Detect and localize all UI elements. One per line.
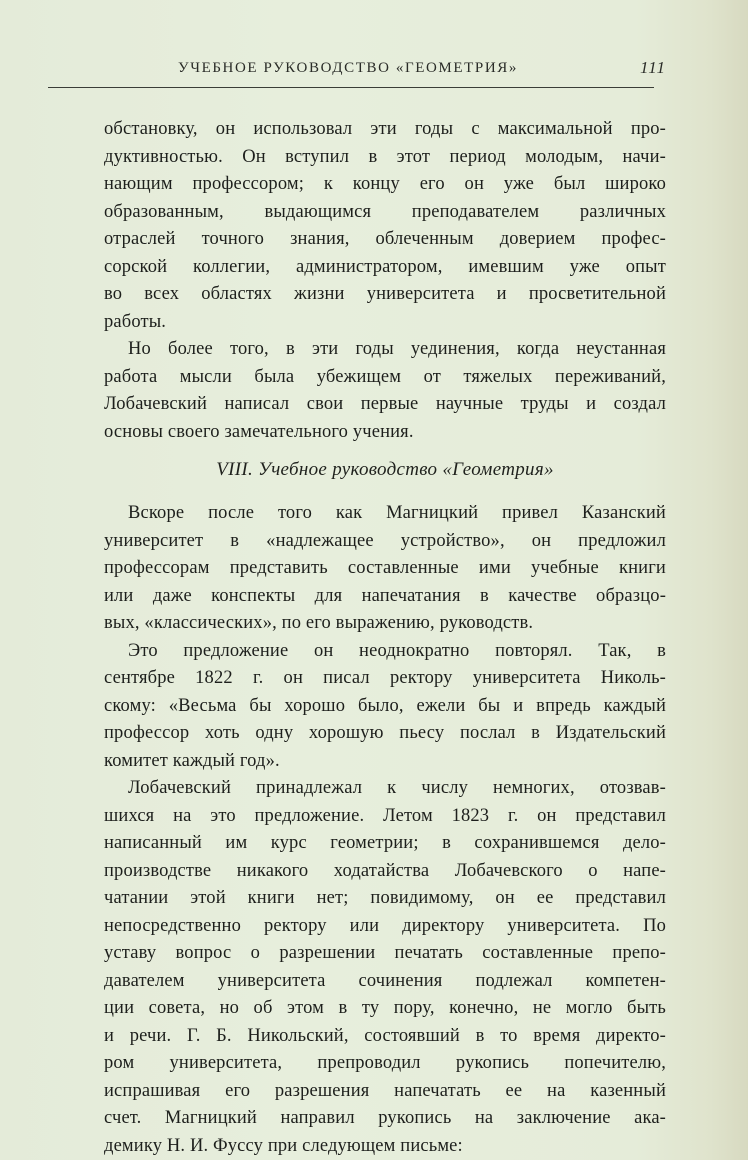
text-line: Лобачевский написал свои первые научные труды и создал [104,391,666,419]
text-line: основы своего замечательного учения. [104,419,666,447]
text-line: уставу вопрос о разрешении печатать составленные препо- [104,940,666,968]
paragraph-4 [104,638,666,776]
text-line: образованным, выдающимся преподавателем различных [104,199,666,227]
text-line: во всех областях жизни университета и просветительной [104,281,666,309]
text-line: дуктивностью. Он вступил в этот период молодым, начи- [104,144,666,172]
text-line: испрашивая его разрешения напечатать ее на казенный [104,1078,666,1106]
page-number: 111 [640,56,666,80]
text-line: отраслей точного знания, облеченным доверием профес- [104,226,666,254]
text-line: работа мысли была убежищем от тяжелых переживаний, [104,364,666,392]
text-line: сорской коллегии, администратором, имевшим уже опыт [104,254,666,282]
text-line: шихся на это предложение. Летом 1823 г. он представил [104,803,666,831]
paragraph-3 [104,500,666,638]
text-line: работы. [104,309,666,337]
text-line: профессор хоть одну хорошую пьесу послал в Издательский [104,720,666,748]
running-title: УЧЕБНОЕ РУКОВОДСТВО «ГЕОМЕТРИЯ» [178,56,518,80]
text-line: и речи. Г. Б. Никольский, состоявший в то время директо- [104,1023,666,1051]
text-line: счет. Магницкий направил рукопись на заключение ака- [104,1105,666,1133]
running-head [104,56,666,80]
text-line: производстве никакого ходатайства Лобачевского о напе- [104,858,666,886]
text-line: Это предложение он неоднократно повторял. Так, в [104,638,666,666]
paragraph-5 [104,775,666,1160]
text-line: скому: «Весьма бы хорошо было, ежели бы и впредь каждый [104,693,666,721]
text-line: написанный им курс геометрии; в сохранившемся дело- [104,830,666,858]
text-line: университет в «надлежащее устройство», он предложил [104,528,666,556]
text-line: ции совета, но об этом в ту пору, конечно, не могло быть [104,995,666,1023]
text-line: Лобачевский принадлежал к числу немногих, отозвав- [104,775,666,803]
text-line: нающим профессором; к концу его он уже был широко [104,171,666,199]
header-rule [48,87,654,88]
paragraph-1 [104,116,666,336]
text-line: ром университета, препроводил рукопись попечителю, [104,1050,666,1078]
text-line: или даже конспекты для напечатания в качестве образцо- [104,583,666,611]
text-line: вых, «классических», по его выражению, руководств. [104,610,666,638]
text-line: непосредственно ректору или директору университета. По [104,913,666,941]
text-line: демику Н. И. Фуссу при следующем письме: [104,1133,666,1160]
section-heading: VIII. Учебное руководство «Геометрия» [104,456,666,484]
text-line: Вскоре после того как Магницкий привел Казанский [104,500,666,528]
text-line: профессорам представить составленные ими учебные книги [104,555,666,583]
text-line: сентябре 1822 г. он писал ректору университета Николь- [104,665,666,693]
text-line: Но более того, в эти годы уединения, когда неустанная [104,336,666,364]
text-line: обстановку, он использовал эти годы с максимальной про- [104,116,666,144]
text-line: комитет каждый год». [104,748,666,776]
paragraph-2 [104,336,666,446]
text-line: чатании этой книги нет; повидимому, он ее представил [104,885,666,913]
text-line: давателем университета сочинения подлежал компетен- [104,968,666,996]
